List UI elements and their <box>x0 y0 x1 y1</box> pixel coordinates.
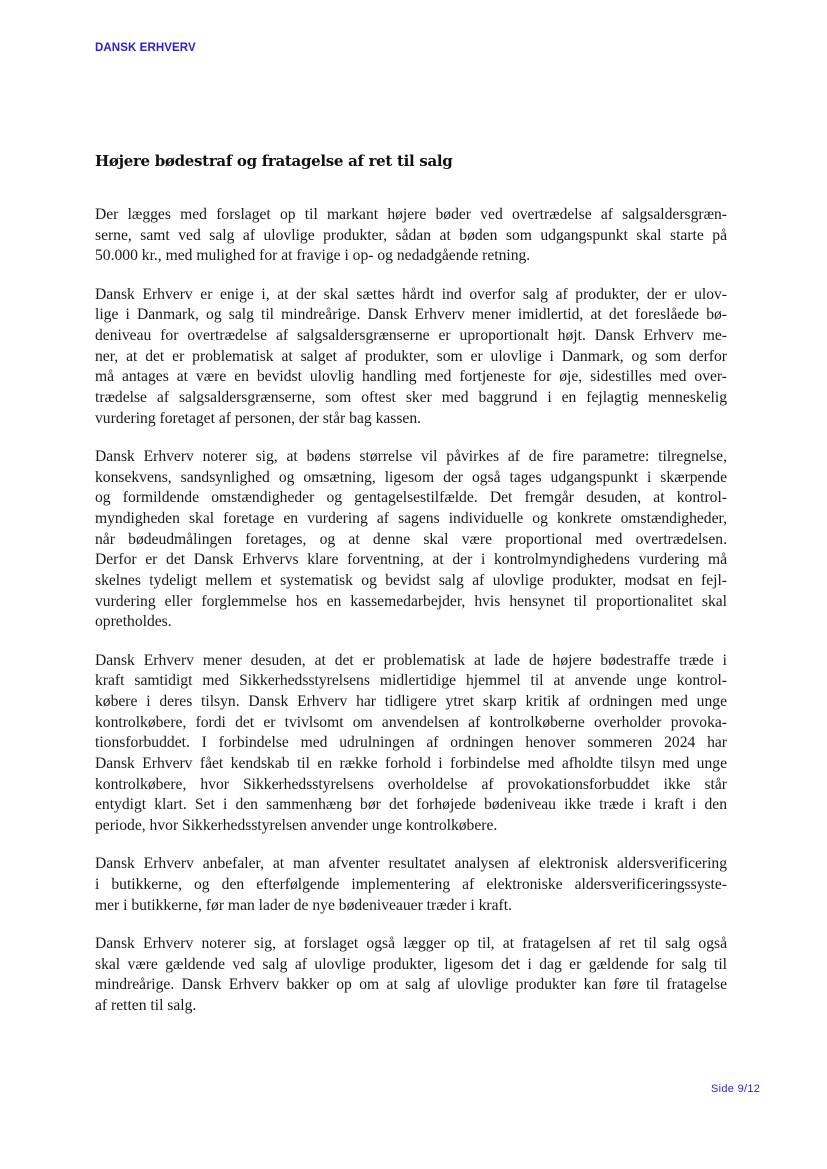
paragraph-line: vurdering eller forglemmelse hos en kassemedarbejder, hvis hensynet til proportionalitet skal <box>95 592 727 610</box>
paragraph-line: skelnes tydeligt mellem et systematisk og bevidst salg af ulovlige produkter, modsat en fejl- <box>95 572 727 589</box>
paragraph-line: købere i deres tilsyn. Dansk Erhverv har tidligere ytret skarp kritik af ordningen med unge <box>95 692 727 710</box>
paragraph-line: mer i butikkerne, før man lader de nye bødeniveauer træder i kraft. <box>95 896 512 914</box>
section-heading: Højere bødestraf og fratagelse af ret til salg <box>95 152 453 170</box>
paragraph-line: periode, hvor Sikkerhedsstyrelsen anvender unge kontrolkøbere. <box>95 817 498 835</box>
paragraph-line: tionsforbuddet. I forbindelse med udrulningen af ordningen henover sommeren 2024 har <box>95 734 727 752</box>
paragraph-line: mindreårige. Dansk Erhverv bakker op om at salg af ulovlige produkter kan føre til fratagelse <box>95 976 727 994</box>
paragraph-line: Der lægges med forslaget op til markant højere bøder ved overtrædelse af salgsaldersgræn- <box>95 206 727 223</box>
paragraph-line: myndigheden skal foretage en vurdering af sagens individuelle og konkrete omstændigheder, <box>95 509 727 527</box>
paragraph-line: konsekvens, sandsynlighed og omsætning, ligesom der også tages udgangspunkt i skærpende <box>95 468 727 486</box>
paragraph <box>95 447 727 633</box>
paragraph-line: Dansk Erhverv er enige i, at der skal sættes hårdt ind overfor salg af produkter, der er ulov- <box>95 285 727 303</box>
paragraph-line: Dansk Erhverv anbefaler, at man afventer resultatet analysen af elektronisk aldersverificering <box>95 855 727 873</box>
paragraph-line: skal være gældende ved salg af ulovlige produkter, ligesom det i dag er gældende for salg til <box>95 955 727 973</box>
paragraph-line: af retten til salg. <box>95 996 197 1014</box>
paragraph-line: og formildende omstændigheder og gentagelsestilfælde. Det fremgår desuden, at kontrol- <box>95 489 727 507</box>
paragraph-line: kontrolkøbere, hvor Sikkerhedsstyrelsens overholdelse af provokationsforbuddet ikke står <box>95 775 727 793</box>
paragraph <box>95 651 727 837</box>
paragraph-line: trædelse af salgsaldersgrænserne, som oftest sker med baggrund i en fejlagtig menneskelig <box>95 389 727 406</box>
paragraph <box>95 854 727 916</box>
paragraph-line: ner, at det er problematisk at salget af produkter, som er ulovlige i Danmark, og som derfor <box>95 347 727 365</box>
paragraph-line: Dansk Erhverv noterer sig, at forslaget også lægger op til, at fratagelsen af ret til salg også <box>95 934 727 952</box>
paragraph-line: Derfor er det Dansk Erhvervs klare forventning, at der i kontrolmyndighedens vurdering må <box>95 551 727 569</box>
paragraph-line: Dansk Erhverv mener desuden, at det er problematisk at lade de højere bødestraffe træde i <box>95 651 727 669</box>
paragraph <box>95 205 727 267</box>
document-body <box>95 205 727 1034</box>
paragraph-line: serne, samt ved salg af ulovlige produkter, sådan at bøden som udgangspunkt skal starte på <box>95 226 727 244</box>
paragraph-line: deniveau for overtrædelse af salgsaldersgrænserne er uproportionalt højt. Dansk Erhverv me- <box>95 326 727 344</box>
paragraph-line: entydigt klart. Set i den sammenhæng bør det forhøjede bødeniveau ikke træde i kraft i den <box>95 796 727 814</box>
paragraph-line: Dansk Erhverv fået kendskab til en række forhold i forbindelse med afholdte tilsyn med unge <box>95 755 727 772</box>
paragraph-line: kraft samtidigt med Sikkerhedsstyrelsens midlertidige hjemmel til at anvende unge kontrol- <box>95 672 727 690</box>
page-number: Side 9/12 <box>711 1083 761 1095</box>
paragraph-line: vurdering foretaget af personen, der står bag kassen. <box>95 409 422 427</box>
paragraph-line: i butikkerne, og den efterfølgende implementering af elektroniske aldersverificeringssyste- <box>95 875 727 893</box>
paragraph-line: opretholdes. <box>95 613 172 631</box>
paragraph-line: når bødeudmålingen foretages, og at denne skal være proportional med overtrædelsen. <box>95 530 727 548</box>
paragraph-line: kontrolkøbere, fordi det er tvivlsomt om anvendelsen af kontrolkøberne overholder provoka- <box>95 713 727 731</box>
paragraph-line: lige i Danmark, og salg til mindreårige. Dansk Erhverv mener imidlertid, at det foreslåede bø- <box>95 306 727 324</box>
paragraph-line: Dansk Erhverv noterer sig, at bødens størrelse vil påvirkes af de fire parametre: tilregnelse, <box>95 447 727 465</box>
paragraph-line: må antages at være en bevidst ulovlig handling med fortjeneste for øje, sidestilles med over- <box>95 368 727 386</box>
brand-header: DANSK ERHVERV <box>95 42 196 54</box>
paragraph-line: 50.000 kr., med mulighed for at fravige i op- og nedadgående retning. <box>95 247 531 265</box>
paragraph <box>95 285 727 430</box>
paragraph <box>95 934 727 1017</box>
